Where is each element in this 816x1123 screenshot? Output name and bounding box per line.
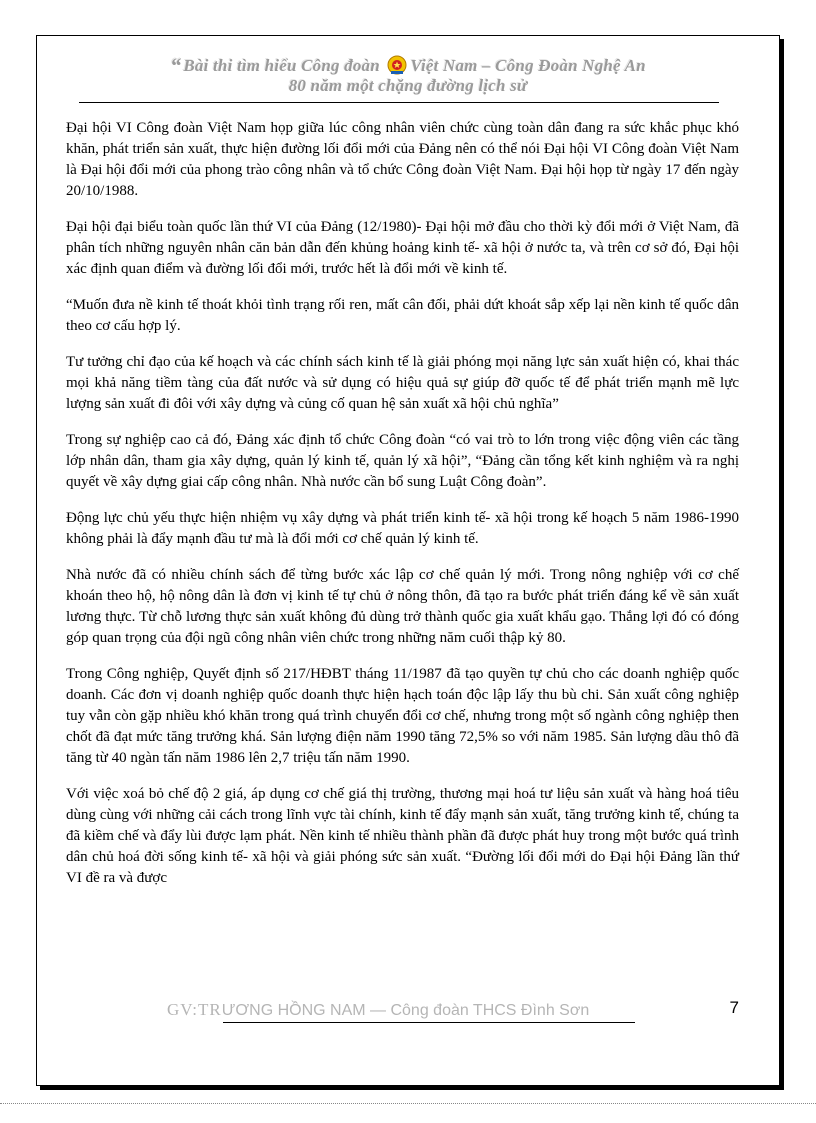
footer-author-name: ƯƠNG HỒNG NAM — Công đoàn THCS Đình Sơn [221,1002,590,1019]
body-text [66,118,739,904]
paragraph: Với việc xoá bỏ chế độ 2 giá, áp dụng cơ chế giá thị trường, thương mại hoá tư liệu sản xuất và hàng hoá tiêu dùng cùng với những cải cách trong lĩnh vực tài chính, kinh tế đẩy mạnh sản xuất, tăng trưởng kinh tế, chúng ta đã kiềm chế và đẩy lùi được lạm phát. Nền kinh tế nhiều thành phần đã được phát huy trong một bước quá trình dân chủ hoá đời sống kinh tế- xã hội và giải phóng sức sản xuất. “Đường lối đổi mới do Đại hội Đảng lần thứ VI đề ra và được [66,786,739,886]
paragraph: Đại hội VI Công đoàn Việt Nam họp giữa lúc công nhân viên chức cùng toàn dân đang ra sức khắc phục khó khăn, phát triển sản xuất, thực hiện đường lối đổi mới của Đảng nên có thể nói Đại hội VI Công đoàn Việt Nam là Đại hội đổi mới của phong trào công nhân và tổ chức Công đoàn Việt Nam. Đại hội họp từ ngày 17 đến ngày 20/10/1988. [66,120,739,199]
paragraph: Đại hội đại biểu toàn quốc lần thứ VI của Đảng (12/1980)- Đại hội mở đầu cho thời kỳ đổi mới ở Việt Nam, đã phân tích những nguyên nhân căn bản dẫn đến khủng hoảng kinh tế- xã hội ở nước ta, và trên cơ sở đó, Đại hội xác định quan điểm và đường lối đổi mới, trước hết là đổi mới về kinh tế. [66,219,739,277]
header-title-part1: Bài thi tìm hiểu Công đoàn [183,56,385,75]
paragraph: Nhà nước đã có nhiều chính sách để từng bước xác lập cơ chế quản lý mới. Trong nông nghiệp với cơ chế khoán theo hộ, hộ nông dân là đơn vị kinh tế tự chủ ở nông thôn, đã tạo ra bước phát triển đáng kể về sản xuất lương thực. Từ chỗ lương thực sản xuất không đủ dùng trở thành quốc gia xuất khẩu gạo. Thắng lợi đó có đóng góp quan trọng của đội ngũ công nhân viên chức trong những năm cuối thập kỷ 80. [66,567,739,646]
bottom-dotted-rule [0,1103,816,1104]
page-header [77,46,739,98]
header-title-part2: Việt Nam – Công Đoàn Nghệ An [410,56,646,75]
document-page [36,35,780,1086]
paragraph: Trong Công nghiệp, Quyết định số 217/HĐBT tháng 11/1987 đã tạo quyền tự chủ cho các doanh nghiệp quốc doanh. Các đơn vị doanh nghiệp quốc doanh thực hiện hạch toán độc lập lấy thu bù chi. Sản xuất công nghiệp tuy vẫn còn gặp nhiều khó khăn trong quá trình chuyển đổi cơ chế, nhưng trong một số ngành công nghiệp then chốt đã đạt mức tăng trưởng khá. Sản lượng điện năm 1990 tăng 72,5% so với năm 1985. Sản lượng dầu thô đã tăng từ 40 ngàn tấn năm 1986 lên 2,7 triệu tấn năm 1990. [66,666,739,766]
footer-divider [223,1022,635,1023]
page-number: 7 [729,998,739,1017]
footer-gv-label: GV:TR [167,1000,222,1019]
union-emblem-icon [387,54,407,76]
paragraph: “Muốn đưa nề kinh tế thoát khỏi tình trạng rối ren, mất cân đối, phải dứt khoát sắp xếp lại nền kinh tế quốc dân theo cơ cấu hợp lý. [66,297,739,334]
page-footer [37,1000,779,1030]
header-divider [79,102,719,103]
paragraph: Tư tưởng chỉ đạo của kế hoạch và các chính sách kinh tế là giải phóng mọi năng lực sản xuất hiện có, khai thác mọi khả năng tiềm tàng của đất nước và sử dụng có hiệu quả sự giúp đỡ quốc tế để phát triển mạnh mẽ lực lượng sản xuất đi đôi với xây dựng và củng cố quan hệ sản xuất xã hội chủ nghĩa” [66,354,739,412]
header-title-line1 [77,54,739,76]
paragraph: Trong sự nghiệp cao cả đó, Đảng xác định tổ chức Công đoàn “có vai trò to lớn trong việc động viên các tầng lớp nhân dân, tham gia xây dựng, quản lý kinh tế, quản lý xã hội”, “Đảng cần tổng kết kinh nghiệm và ra nghị quyết về xây dựng giai cấp công nhân. Nhà nước cần bổ sung Luật Công đoàn”. [66,432,739,490]
header-title-line2: 80 năm một chặng đường lịch sử [288,76,528,95]
paragraph: Động lực chủ yếu thực hiện nhiệm vụ xây dựng và phát triển kinh tế- xã hội trong kế hoạch 5 năm 1986-1990 không phải là đẩy mạnh đầu tư mà là đổi mới cơ chế quản lý kinh tế. [66,510,739,547]
footer-author [167,1000,589,1020]
header-quote-mark: “ [170,53,182,78]
